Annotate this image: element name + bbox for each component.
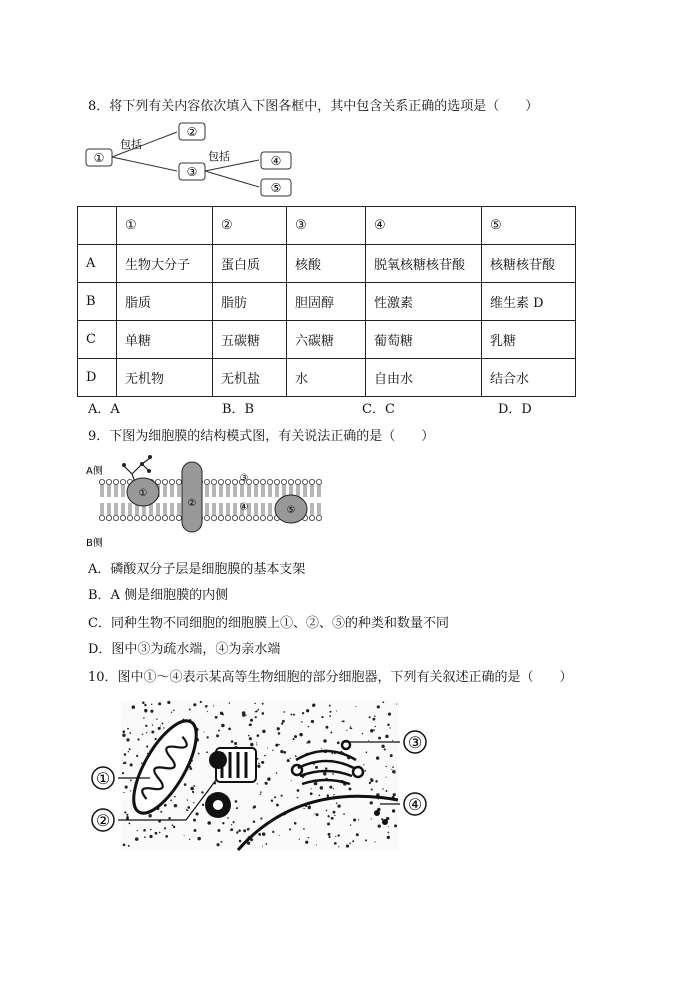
- table-header-cell: ①: [117, 207, 213, 245]
- box-5-label: ⑤: [270, 181, 282, 195]
- table-cell: 乳糖: [482, 321, 576, 359]
- table-cell: 单糖: [117, 321, 213, 359]
- table-cell: 维生素 D: [482, 283, 576, 321]
- side-a-label: A侧: [86, 466, 103, 477]
- protein-2: [182, 462, 202, 532]
- side-b-label: B侧: [86, 538, 103, 549]
- table-cell: B: [78, 283, 117, 321]
- table-cell: 六碳糖: [287, 321, 366, 359]
- label-3: ③: [407, 733, 423, 752]
- table-row: [78, 321, 576, 359]
- table-header-cell: ④: [366, 207, 482, 245]
- table-row: [78, 245, 576, 283]
- table-cell: C: [78, 321, 117, 359]
- q9-option-c[interactable]: C．同种生物不同细胞的细胞膜上①、②、⑤的种类和数量不同: [88, 616, 449, 631]
- label-1: ①: [95, 769, 111, 788]
- table-cell: 结合水: [482, 359, 576, 397]
- table-cell: 脂肪: [213, 283, 287, 321]
- table-row: [78, 283, 576, 321]
- q9-option-a[interactable]: A．磷酸双分子层是细胞膜的基本支架: [88, 562, 306, 577]
- box-2-label: ②: [186, 125, 198, 139]
- table-header-cell: ⑤: [482, 207, 576, 245]
- table-row: [78, 359, 576, 397]
- label-2: ②: [95, 811, 111, 830]
- q9-option-d[interactable]: D．图中③为疏水端，④为亲水端: [88, 642, 281, 657]
- table-header-row: [78, 207, 576, 245]
- q9-membrane-diagram: [84, 452, 334, 552]
- table-cell: 无机物: [117, 359, 213, 397]
- label-4: ④: [407, 795, 423, 814]
- table-cell: 自由水: [366, 359, 482, 397]
- q10-organelle-diagram: [88, 700, 433, 852]
- label-3: ③: [239, 473, 249, 484]
- table-cell: A: [78, 245, 117, 283]
- table-cell: 无机盐: [213, 359, 287, 397]
- box-4-label: ④: [270, 154, 282, 168]
- table-cell: 生物大分子: [117, 245, 213, 283]
- q8-option-c[interactable]: C．C: [362, 402, 395, 417]
- q9-stem: 9．下图为细胞膜的结构模式图，有关说法正确的是（ ）: [88, 429, 435, 444]
- label-1: ①: [138, 488, 148, 499]
- box-1-label: ①: [93, 151, 105, 165]
- table-cell: D: [78, 359, 117, 397]
- label-2: ②: [187, 498, 197, 509]
- table-cell: 五碳糖: [213, 321, 287, 359]
- table-cell: 胆固醇: [287, 283, 366, 321]
- table-cell: 核酸: [287, 245, 366, 283]
- table-cell: 性激素: [366, 283, 482, 321]
- table-cell: 脱氧核糖核苷酸: [366, 245, 482, 283]
- q8-option-b[interactable]: B．B: [222, 402, 255, 417]
- table-header-cell: ③: [287, 207, 366, 245]
- box-3-label: ③: [186, 165, 198, 179]
- table-cell: 脂质: [117, 283, 213, 321]
- edge-label-2: 包括: [208, 150, 230, 163]
- q8-option-d[interactable]: D．D: [498, 402, 532, 417]
- table-cell: 葡萄糖: [366, 321, 482, 359]
- table-cell: [78, 207, 117, 245]
- q9-option-b[interactable]: B．A 侧是细胞膜的内侧: [88, 588, 229, 603]
- table-cell: 蛋白质: [213, 245, 287, 283]
- q8-option-a[interactable]: A．A: [88, 402, 120, 417]
- label-4: ④: [239, 502, 249, 513]
- edge-label-1: 包括: [120, 138, 142, 151]
- table-cell: 水: [287, 359, 366, 397]
- q8-stem: 8．将下列有关内容依次填入下图各框中，其中包含关系正确的选项是（ ）: [88, 99, 539, 114]
- q10-stem: 10．图中①～④表示某高等生物细胞的部分细胞器，下列有关叙述正确的是（ ）: [88, 670, 573, 685]
- q8-hierarchy-diagram: [84, 118, 314, 200]
- label-5: ⑤: [286, 505, 296, 516]
- q8-options-table: [77, 206, 576, 397]
- table-cell: 核糖核苷酸: [482, 245, 576, 283]
- table-header-cell: ②: [213, 207, 287, 245]
